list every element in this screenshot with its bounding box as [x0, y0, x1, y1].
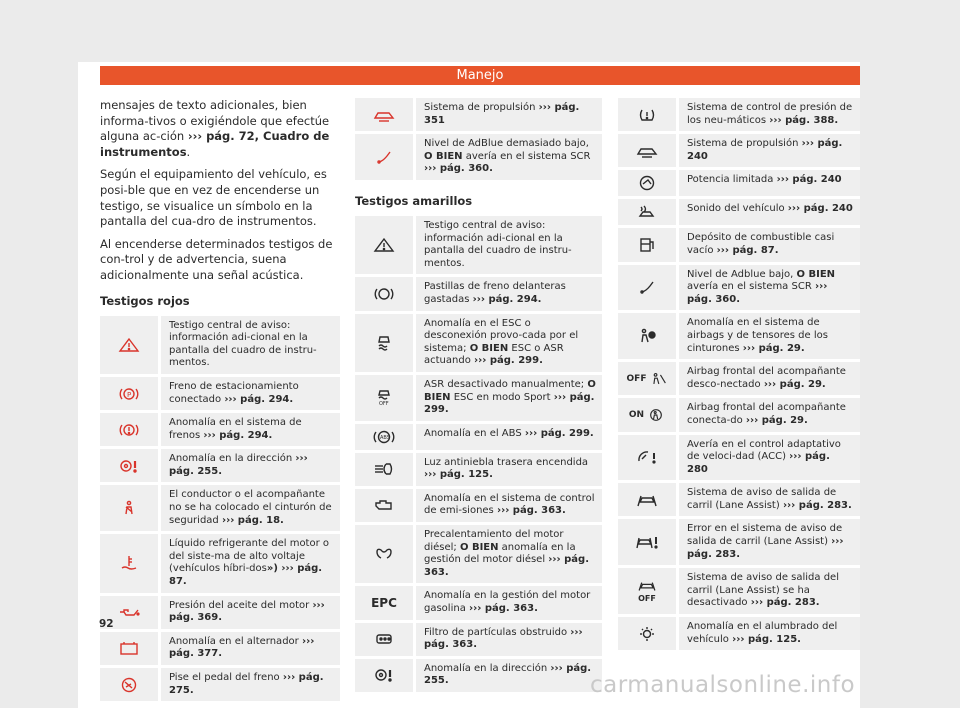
cross-reference-link[interactable]: ››› pág. 72, Cuadro de instrumentos — [100, 129, 330, 159]
table-row — [355, 659, 602, 692]
row-description: Anomalía en la gestión del motor gasolina ››› pág. 363. — [424, 590, 591, 615]
row-description: Pise el pedal del freno ››› pág. 275. — [169, 672, 324, 696]
page-reference[interactable]: ››› pág. 275. — [169, 672, 324, 696]
right-column — [618, 98, 860, 653]
page-reference[interactable]: ››› pág. 377. — [169, 635, 315, 660]
left-column — [100, 98, 340, 704]
row-description: Anomalía en la dirección ››› pág. 255. — [169, 453, 308, 477]
table-row — [355, 525, 602, 583]
svg-text:OFF: OFF — [379, 400, 389, 406]
red-indicators-table — [100, 316, 340, 702]
table-row — [100, 316, 340, 374]
esc-icon — [355, 314, 416, 372]
page-reference[interactable]: ››› pág. 299. — [474, 355, 543, 367]
table-row — [355, 375, 602, 421]
page-reference[interactable]: ››› pág. 125. — [732, 633, 801, 645]
row-description: Sistema de control de presión de los neu-máticos ››› pág. 388. — [687, 102, 853, 126]
row-description: Sonido del vehículo ››› pág. 240 — [687, 203, 853, 215]
page-reference[interactable]: ››› pág. 294. — [203, 429, 273, 441]
glow-plug-icon — [355, 525, 416, 583]
intro-paragraph-1: mensajes de texto adicionales, bien informa-tivos o exigiéndole que efectúe alguna ac-ción ››› pág. 72, Cuadro de instrumentos. — [100, 98, 330, 159]
row-description: Potencia limitada ››› pág. 240 — [687, 174, 842, 186]
acc-fault-icon — [618, 435, 679, 481]
row-description: Freno de estacionamiento conectado ››› pág. 294. — [169, 380, 299, 405]
steering-fault-icon — [355, 659, 416, 692]
table-row — [100, 485, 340, 531]
table-row — [355, 453, 602, 486]
table-row — [100, 534, 340, 592]
page-reference[interactable]: ››› pág. 280 — [687, 451, 830, 475]
section-heading-red: Testigos rojos — [100, 293, 190, 308]
page-reference[interactable]: ››› pág. 125. — [424, 469, 493, 481]
page-reference[interactable]: ››› pág. 255. — [169, 453, 308, 477]
page-reference[interactable]: ››› pág. 29. — [763, 378, 826, 390]
table-row — [618, 362, 860, 395]
tire-pressure-icon — [618, 98, 679, 131]
table-row — [355, 216, 602, 274]
brake-system-icon — [100, 413, 161, 446]
adblue-icon — [355, 134, 416, 180]
table-row — [100, 668, 340, 701]
page-reference[interactable]: ››› pág. 29. — [745, 414, 808, 426]
propulsion-car-icon — [618, 134, 679, 167]
section-heading-yellow: Testigos amarillos — [355, 193, 473, 208]
page-reference[interactable]: ››› pág. 29. — [742, 342, 805, 354]
table-row — [618, 199, 860, 225]
table-row — [618, 265, 860, 311]
table-row — [618, 617, 860, 650]
row-description: Testigo central de aviso: información adi-cional en la pantalla del cuadro de instru-mentos. — [424, 219, 572, 269]
table-row — [100, 413, 340, 446]
row-description: Anomalía en el sistema de frenos ››› pág. 294. — [169, 417, 302, 441]
row-description: Anomalía en el alternador ››› pág. 377. — [169, 635, 315, 660]
page-reference[interactable]: ››› pág. 283. — [750, 597, 820, 609]
table-row — [618, 134, 860, 167]
middle-column — [355, 98, 602, 695]
row-description: Anomalía en el sistema de airbags y de tensores de los cinturones ››› pág. 29. — [687, 317, 828, 354]
section-header: Manejo — [100, 66, 860, 85]
table-row — [355, 586, 602, 619]
yellow-indicators-table-continued — [618, 98, 860, 650]
table-row — [618, 98, 860, 131]
rear-fog-icon — [355, 453, 416, 486]
table-row — [100, 632, 340, 665]
brake-pedal-icon — [100, 668, 161, 701]
page-reference[interactable]: ››› pág. 294. — [224, 393, 294, 405]
watermark: carmanualsonline.info — [590, 672, 856, 698]
row-description: Filtro de partículas obstruido ››› pág. 363. — [424, 626, 583, 651]
row-description: Nivel de Adblue bajo, O BIEN avería en el sistema SCR ››› pág. 360. — [687, 268, 836, 305]
page-reference[interactable]: ››› pág. 363. — [496, 505, 566, 517]
table-row — [618, 170, 860, 196]
row-description: Depósito de combustible casi vacío ››› pág. 87. — [687, 232, 835, 256]
lane-assist-icon — [618, 483, 679, 516]
lighting-fault-icon — [618, 617, 679, 650]
table-row — [618, 568, 860, 614]
lane-assist-off-icon: OFF — [618, 568, 679, 614]
table-row — [618, 313, 860, 359]
page-number: 92 — [99, 618, 114, 630]
table-row — [618, 483, 860, 516]
row-description: Pastillas de freno delanteras gastadas ››› pág. 294. — [424, 281, 566, 305]
intro-paragraph-2: Según el equipamiento del vehículo, es posi-ble que en vez de encenderse un testigo, se visualice un símbolo en la pantalla del cua-dro de instrumentos. — [100, 167, 327, 229]
parking-brake-icon — [100, 377, 161, 410]
page-reference[interactable]: ››› pág. 299. — [524, 427, 594, 439]
table-row — [618, 398, 860, 431]
row-description: Sistema de propulsión ››› pág. 240 — [687, 138, 843, 162]
airbag-on-icon: ON — [618, 398, 679, 431]
page-reference[interactable]: ››› pág. 255. — [424, 662, 592, 687]
row-description: Luz antiniebla trasera encendida ››› pág. 125. — [424, 456, 589, 481]
table-row — [355, 98, 602, 131]
row-description: Precalentamiento del motor diésel; O BIEN anomalía en la gestión del motor diésel ››› pág. 363. — [424, 529, 590, 578]
page-reference[interactable]: ››› pág. 240 — [776, 174, 842, 186]
table-row — [618, 228, 860, 261]
page-reference[interactable]: ››› pág. 363. — [424, 554, 590, 578]
page-reference[interactable]: ››› pág. 240 — [687, 138, 843, 162]
page-reference[interactable]: ››› pág. 363. — [469, 603, 538, 615]
page-reference[interactable]: ››› pág. 351 — [424, 102, 580, 126]
steering-fault-icon — [100, 449, 161, 482]
table-row — [355, 489, 602, 522]
page-reference[interactable]: ››› pág. 240 — [787, 203, 853, 215]
page-reference[interactable]: ››› pág. 283. — [687, 536, 844, 560]
brake-pads-icon — [355, 277, 416, 310]
intro-paragraph-3: Al encenderse determinados testigos de con-trol y de advertencia, suena adicionalmente una señal acústica. — [100, 236, 333, 282]
row-description: Error en el sistema de aviso de salida de carril (Lane Assist) ››› pág. 283. — [687, 523, 844, 560]
page-reference[interactable]: ››› pág. 369. — [169, 599, 325, 624]
page-reference[interactable]: ››› pág. 360. — [687, 281, 828, 305]
propulsion-car-icon — [355, 98, 416, 131]
table-row — [355, 134, 602, 180]
row-description: Anomalía en la dirección ››› pág. 255. — [424, 662, 592, 687]
page-reference[interactable]: ››› pág. 363. — [424, 626, 583, 651]
battery-icon — [100, 632, 161, 665]
table-row — [355, 623, 602, 656]
vehicle-sound-icon — [618, 199, 679, 225]
warning-triangle-icon — [100, 316, 161, 374]
limited-power-icon — [618, 170, 679, 196]
page-reference[interactable]: ››› pág. 294. — [472, 293, 542, 305]
svg-text:P: P — [127, 390, 132, 399]
row-description: ASR desactivado manualmente; O BIEN ESC en modo Sport ››› pág. 299. — [424, 378, 596, 416]
table-row — [618, 519, 860, 565]
particle-filter-icon — [355, 623, 416, 656]
table-row — [618, 435, 860, 481]
epc-icon: EPC — [355, 586, 416, 619]
row-description: Anomalía en el alumbrado del vehículo ››› pág. 125. — [687, 621, 838, 645]
row-description: El conductor o el acompañante no se ha colocado el cinturón de seguridad ››› pág. 18. — [169, 489, 332, 526]
yellow-indicators-table — [355, 216, 602, 692]
page-reference[interactable]: ››› pág. 18. — [221, 514, 284, 526]
table-row — [100, 449, 340, 482]
airbag-off-icon: OFF — [618, 362, 679, 395]
warning-triangle-icon — [355, 216, 416, 274]
propulsion-table — [355, 98, 602, 180]
row-description: Sistema de propulsión ››› pág. 351 — [424, 102, 580, 126]
emission-control-icon — [355, 489, 416, 522]
row-description: Anomalía en el sistema de control de emi-siones ››› pág. 363. — [424, 492, 595, 517]
row-description: Nivel de AdBlue demasiado bajo, O BIEN avería en el sistema SCR ››› pág. 360. — [424, 138, 591, 175]
table-row — [355, 314, 602, 372]
page-reference[interactable]: ››› pág. 283. — [782, 499, 852, 511]
row-description: Anomalía en el ESC o desconexión provo-cada por el sistema; O BIEN ESC o ASR actuando ››› pág. 299. — [424, 317, 579, 367]
row-description: Sistema de aviso de salida de carril (Lane Assist) ››› pág. 283. — [687, 487, 852, 511]
page-reference[interactable]: ››› pág. 388. — [769, 114, 839, 126]
table-row — [355, 277, 602, 310]
seatbelt-icon — [100, 485, 161, 531]
page-reference[interactable]: ››› pág. 87. — [716, 244, 779, 256]
page-reference[interactable]: ››› pág. 360. — [424, 163, 493, 175]
row-description: Avería en el control adaptativo de veloci-dad (ACC) ››› pág. 280 — [687, 438, 841, 475]
coolant-icon — [100, 534, 161, 592]
airbag-icon — [618, 313, 679, 359]
row-description: Airbag frontal del acompañante desco-nectado ››› pág. 29. — [687, 366, 846, 390]
abs-icon — [355, 424, 416, 450]
lane-assist-error-icon — [618, 519, 679, 565]
row-description: Presión del aceite del motor ››› pág. 369. — [169, 599, 325, 624]
asr-off-icon — [355, 375, 416, 421]
table-row — [100, 377, 340, 410]
table-row — [100, 596, 340, 629]
adblue-icon — [618, 265, 679, 311]
row-description: Testigo central de aviso: información adi-cional en la pantalla del cuadro de instru-mentos. — [169, 319, 317, 369]
row-description: Sistema de aviso de salida del carril (Lane Assist) se ha desactivado ››› pág. 283. — [687, 572, 839, 609]
row-description: Líquido refrigerante del motor o del siste-ma de alto voltaje (vehículos híbri-dos») ››› pág. 87. — [169, 538, 330, 588]
page-reference[interactable]: ››› pág. 299. — [424, 391, 595, 416]
row-description: Anomalía en el ABS ››› pág. 299. — [424, 427, 594, 439]
fuel-icon — [618, 228, 679, 261]
table-row — [355, 424, 602, 450]
page-reference[interactable]: ») ››› pág. 87. — [169, 563, 323, 588]
row-description: Airbag frontal del acompañante conecta-do ››› pág. 29. — [687, 402, 846, 426]
svg-text:ABS: ABS — [380, 434, 390, 441]
